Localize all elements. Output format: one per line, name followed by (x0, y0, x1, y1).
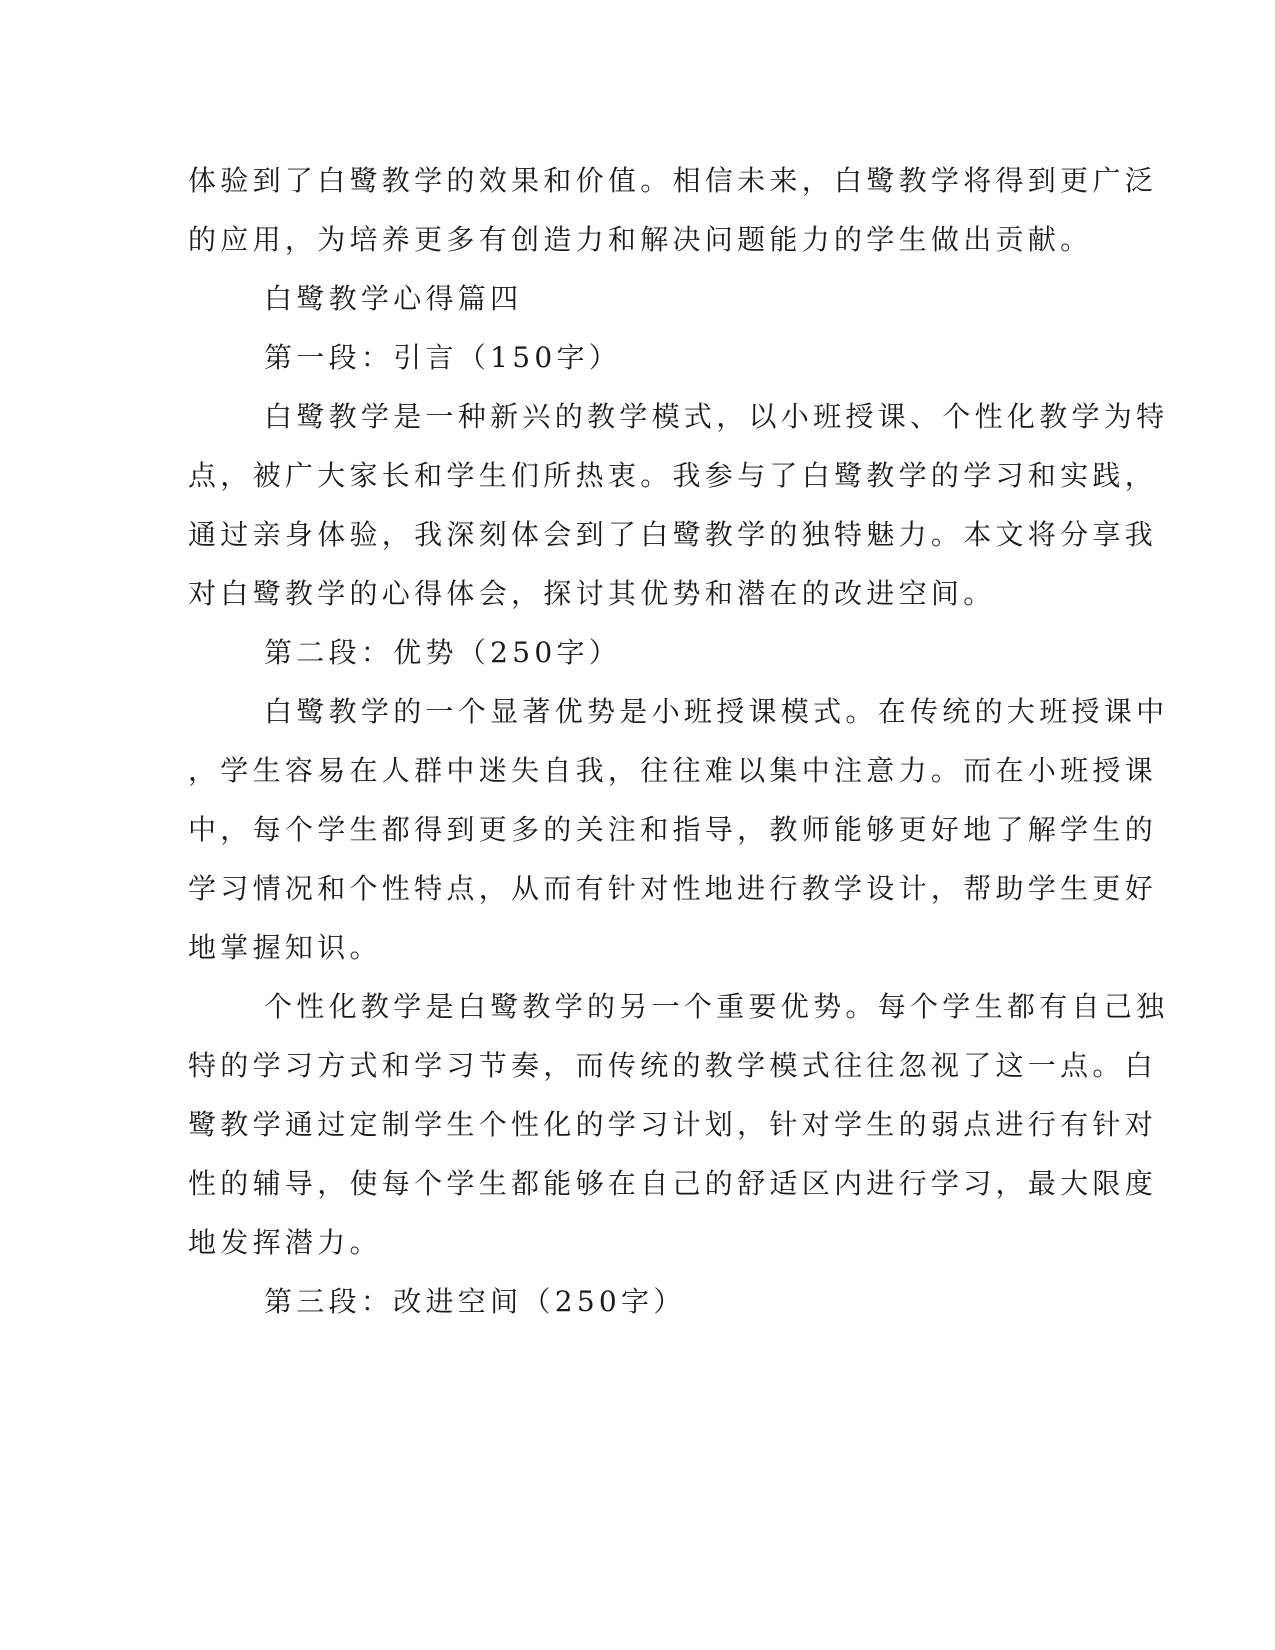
paragraph-line: 地掌握知识。 (188, 931, 382, 964)
paragraph-line: 个性化教学是白鹭教学的另一个重要优势。每个学生都有自己独 (264, 990, 1169, 1023)
section-heading: 第一段：引言（150字） (264, 341, 622, 374)
paragraph-line: 特的学习方式和学习节奏，而传统的教学模式往往忽视了这一点。白 (188, 1049, 1158, 1082)
section-heading: 第三段：改进空间（250字） (264, 1285, 686, 1318)
section-heading: 第二段：优势（250字） (264, 636, 622, 669)
paragraph-line: 性的辅导，使每个学生都能够在自己的舒适区内进行学习，最大限度 (188, 1167, 1158, 1200)
paragraph-line: 点，被广大家长和学生们所热衷。我参与了白鹭教学的学习和实践， (188, 459, 1158, 492)
paragraph-line: 鹭教学通过定制学生个性化的学习计划，针对学生的弱点进行有针对 (188, 1108, 1158, 1141)
paragraph-line: 中，每个学生都得到更多的关注和指导，教师能够更好地了解学生的 (188, 813, 1158, 846)
paragraph-line: 的应用，为培养更多有创造力和解决问题能力的学生做出贡献。 (188, 223, 1093, 256)
paragraph-line: 对白鹭教学的心得体会，探讨其优势和潜在的改进空间。 (188, 577, 996, 610)
paragraph-line: ，学生容易在人群中迷失自我，往往难以集中注意力。而在小班授课 (188, 754, 1158, 787)
paragraph-line: 地发挥潜力。 (188, 1226, 382, 1259)
section-title: 白鹭教学心得篇四 (264, 282, 523, 315)
paragraph-line: 学习情况和个性特点，从而有针对性地进行教学设计，帮助学生更好 (188, 872, 1158, 905)
paragraph-line: 白鹭教学是一种新兴的教学模式，以小班授课、个性化教学为特 (264, 400, 1169, 433)
paragraph-line: 体验到了白鹭教学的效果和价值。相信未来，白鹭教学将得到更广泛 (188, 164, 1158, 197)
paragraph-line: 白鹭教学的一个显著优势是小班授课模式。在传统的大班授课中 (264, 695, 1169, 728)
paragraph-line: 通过亲身体验，我深刻体会到了白鹭教学的独特魅力。本文将分享我 (188, 518, 1158, 551)
